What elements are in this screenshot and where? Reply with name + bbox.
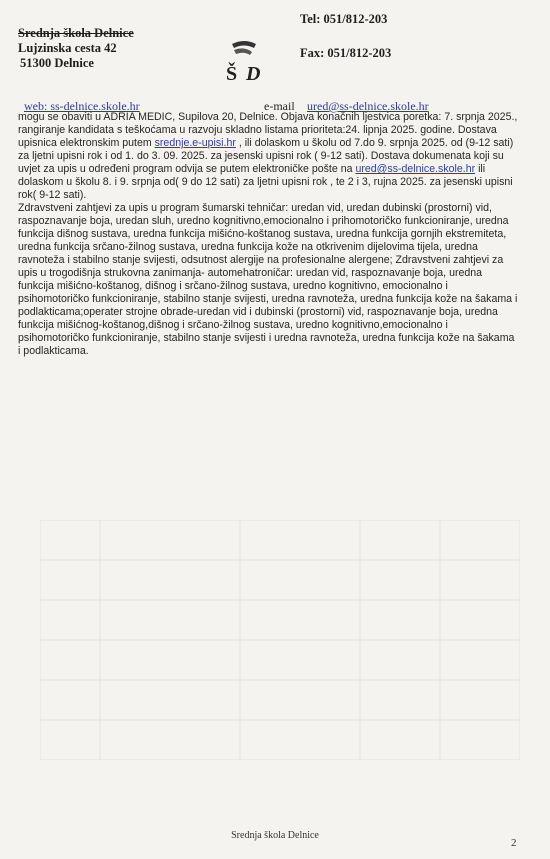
bleed-through-table — [40, 520, 520, 760]
svg-text:Š: Š — [226, 63, 238, 84]
school-name: Srednja škola Delnice — [18, 26, 134, 40]
school-street: Lujzinska cesta 42 — [18, 41, 117, 55]
web-link[interactable]: web: ss-delnice.skole.hr — [24, 99, 140, 113]
footer-text: Srednja škola Delnice — [231, 830, 319, 841]
e-upisi-link[interactable]: srednje.e-upisi.hr — [154, 137, 236, 149]
document-body — [18, 111, 518, 358]
phone-block — [300, 12, 392, 60]
svg-text:D: D — [246, 63, 261, 84]
admission-text-c: ili dolaskom u školu 8. i 9. srpnja od( 9 do 12 sati) za ljetni upisni rok , te 2 i 3, rujna 2025. za jesenski upisni rok( 9-12 sati). — [18, 163, 513, 201]
admission-text-b: , ili dolaskom u školu od 7.do 9. srpnja 2025. od (9-12 sati) za ljetni upisni rok i od 1. do 3. 09. 2025. za jesenski upisni rok ( 9-12 sati). Dostava dokumenata koji su uvjet za upis u određeni program odvija se putem elektroničke pošte na — [18, 137, 514, 175]
page-number: 2 — [511, 837, 517, 849]
email-link[interactable]: ured@ss-delnice.skole.hr — [307, 99, 429, 113]
school-city: 51300 Delnice — [20, 56, 94, 70]
email-label: e-mail — [264, 99, 295, 113]
fax-number: Fax: 051/812-203 — [300, 46, 392, 60]
paragraph-health-requirements: Zdravstveni zahtjevi za upis u program šumarski tehničar: uredan vid, uredan dubinski (prostorni) vid, raspoznavanje boja, uredan sluh, uredno kognitivno,emocionalno i prihomotoričko funkcioniranje, uredna funkcija dišnog sustava, uredna funkcija mišićno-koštanog sustava, uredna funkcija gornjih ekstremiteta, uredna funkcija srčano-žilnog sustava, uredna funkcija kože na otkrivenim dijelovima tijela, uredna ravnoteža i stabilno stanje svijesti, odsutnost alergije na profesionalne alergene; Zdravstveni zahtjevi za upis u trogodišnja strukovna zanimanja- automehatroničar: uredan vid, raspoznavanje boja, uredna funkcija mišićno-koštanog, dišnog i srčano-žilnog sustava, uredno kognitivno, emocionalno i psihomotoričko funkcioniranje, stabilno stanje svijesti, uredna ravnoteža, uredna funkcija kože na šakama i podlakticama;operater strojne obrade-uredan vid i dubinski (prostorni) vid, raspoznavanje boja, uredna funkcija mišićnog-koštanog,dišnog i srčano-žilnog sustava, uredno kognitivno,emocionalno i psihomotoričko funkcioniranje, stabilno stanje svijesti i uredna ravnoteža, uredna funkcija kože na šakama i podlakticama. — [18, 202, 518, 357]
admission-text-a: mogu se obaviti u ADRIA MEDIC, Supilova 20, Delnice. Objava konačnih ljestvica poretka: 7. srpnja 2025., rangiranje kandidata s teškoćama u razvoju skladno listama prioriteta:24. lipnja 2025. godine. Dostava upisnica elektronskim putem — [18, 111, 518, 149]
school-logo — [218, 36, 270, 84]
school-address-block — [18, 26, 134, 71]
tel-number: Tel: 051/812-203 — [300, 12, 388, 26]
email-inline-link[interactable]: ured@ss-delnice.skole.hr — [355, 163, 476, 175]
paragraph-admission — [18, 111, 518, 202]
